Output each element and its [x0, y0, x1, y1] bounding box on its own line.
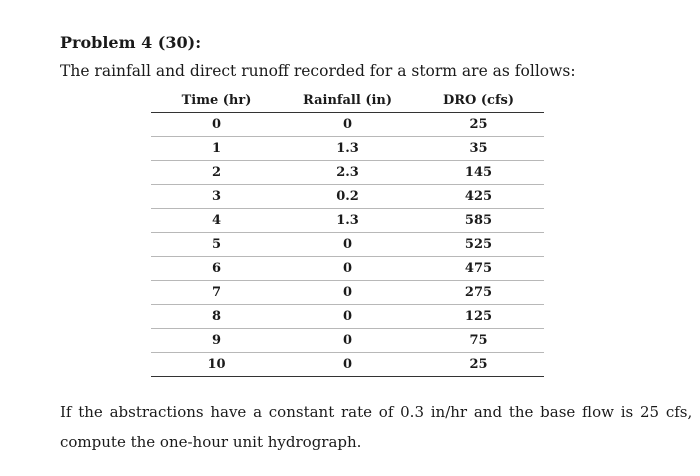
table-row	[151, 185, 544, 209]
header-rainfall: Rainfall (in)	[282, 88, 413, 113]
cell-rainfall: 0	[282, 113, 413, 137]
table-row	[151, 257, 544, 281]
table-row	[151, 137, 544, 161]
problem-instructions-line-2: compute the one-hour unit hydrograph.	[60, 433, 362, 451]
cell-time: 10	[151, 353, 282, 377]
cell-dro: 475	[413, 257, 544, 281]
table-row	[151, 113, 544, 137]
cell-dro: 275	[413, 281, 544, 305]
cell-dro: 25	[413, 353, 544, 377]
cell-rainfall: 0	[282, 329, 413, 353]
cell-rainfall: 0	[282, 281, 413, 305]
cell-time: 2	[151, 161, 282, 185]
cell-dro: 25	[413, 113, 544, 137]
cell-rainfall: 1.3	[282, 137, 413, 161]
cell-rainfall: 0	[282, 305, 413, 329]
cell-time: 7	[151, 281, 282, 305]
cell-time: 1	[151, 137, 282, 161]
cell-dro: 75	[413, 329, 544, 353]
cell-rainfall: 2.3	[282, 161, 413, 185]
cell-dro: 125	[413, 305, 544, 329]
table-row	[151, 209, 544, 233]
table-row	[151, 353, 544, 377]
cell-dro: 525	[413, 233, 544, 257]
problem-instructions-line-1: If the abstractions have a constant rate of 0.3 in/hr and the base flow is 25 cfs,	[60, 403, 693, 421]
table-row	[151, 329, 544, 353]
cell-rainfall: 0.2	[282, 185, 413, 209]
rainfall-runoff-table	[151, 88, 544, 377]
cell-time: 8	[151, 305, 282, 329]
table-header-row	[151, 88, 544, 113]
cell-time: 0	[151, 113, 282, 137]
header-dro: DRO (cfs)	[413, 88, 544, 113]
cell-time: 6	[151, 257, 282, 281]
cell-rainfall: 0	[282, 257, 413, 281]
table-row	[151, 161, 544, 185]
cell-rainfall: 0	[282, 233, 413, 257]
table-row	[151, 305, 544, 329]
cell-time: 5	[151, 233, 282, 257]
table-row	[151, 281, 544, 305]
cell-rainfall: 1.3	[282, 209, 413, 233]
cell-dro: 585	[413, 209, 544, 233]
problem-intro: The rainfall and direct runoff recorded for a storm are as follows:	[60, 62, 576, 80]
cell-time: 3	[151, 185, 282, 209]
table-row	[151, 233, 544, 257]
cell-dro: 35	[413, 137, 544, 161]
cell-time: 4	[151, 209, 282, 233]
header-time: Time (hr)	[151, 88, 282, 113]
problem-title: Problem 4 (30):	[60, 33, 202, 52]
cell-dro: 425	[413, 185, 544, 209]
cell-rainfall: 0	[282, 353, 413, 377]
cell-dro: 145	[413, 161, 544, 185]
cell-time: 9	[151, 329, 282, 353]
